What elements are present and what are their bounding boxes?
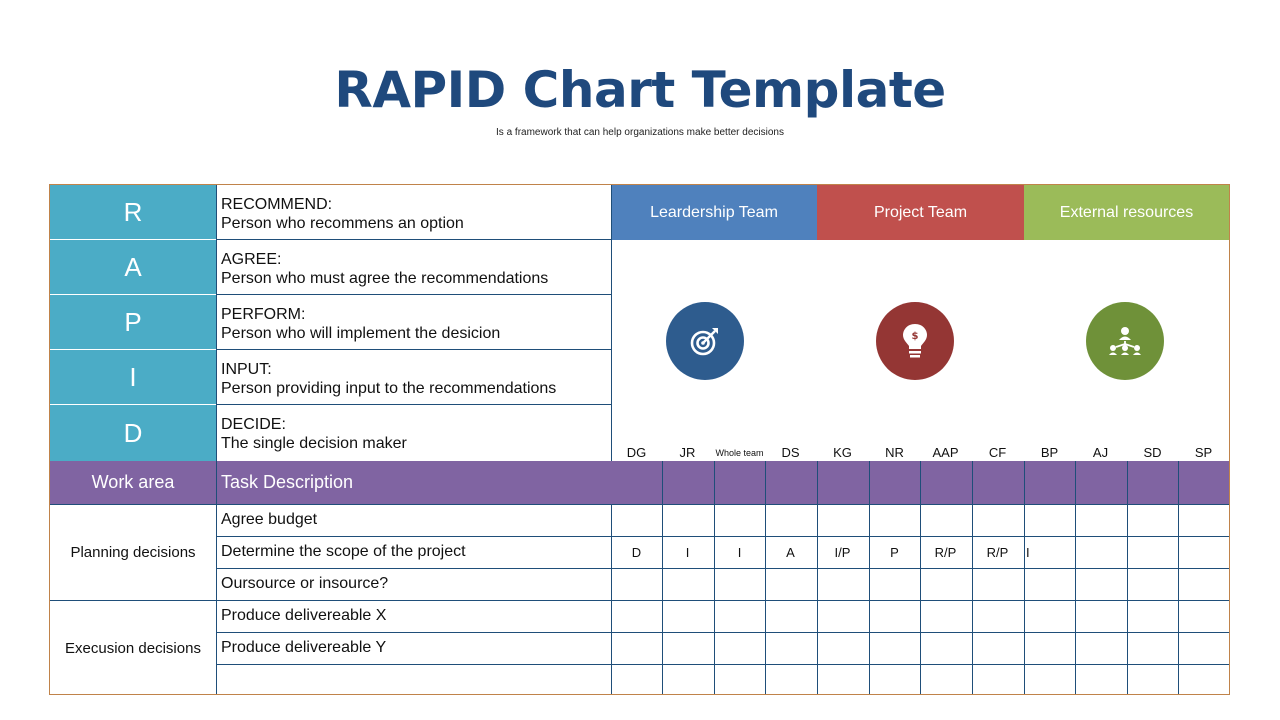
- team-header-external: External resources: [1024, 185, 1229, 240]
- rapid-desc-input: [216, 350, 611, 405]
- work-area-planning: Planning decisions: [70, 544, 196, 561]
- team-header-project: Project Team: [817, 185, 1024, 240]
- rapid-role: INPUT:: [221, 361, 272, 378]
- divider: [920, 461, 921, 695]
- work-area-execution: Execusion decisions: [65, 639, 201, 657]
- divider: [972, 461, 973, 695]
- page-title: RAPID Chart Template: [334, 61, 946, 119]
- rapid-description: Person who recommens an option: [221, 215, 464, 232]
- divider: [765, 461, 766, 695]
- divider: [869, 461, 870, 695]
- initials-label: SP: [1194, 445, 1213, 460]
- rapid-letter-i: I: [50, 350, 216, 405]
- rapid-letter-d: D: [50, 405, 216, 461]
- initials-label: DG: [626, 445, 647, 460]
- initials-label: BP: [1040, 445, 1059, 460]
- team-header-leadership: Leardership Team: [611, 185, 817, 240]
- work-area-header: Work area: [50, 461, 216, 504]
- rapid-role: DECIDE:: [221, 416, 286, 433]
- rapid-value-cell: I/P: [834, 544, 851, 560]
- initials-label: AJ: [1092, 445, 1109, 460]
- rapid-desc-recommend: [216, 185, 611, 240]
- initials-label: NR: [885, 445, 904, 460]
- target-icon: [666, 302, 744, 380]
- rapid-value-cell: R/P: [986, 544, 1009, 560]
- rapid-desc-perform: [216, 295, 611, 350]
- task-name: Agree budget: [221, 511, 318, 528]
- svg-text:$: $: [911, 331, 919, 342]
- divider: [1127, 461, 1128, 695]
- rapid-desc-agree: [216, 240, 611, 295]
- divider: [1178, 461, 1179, 695]
- divider: [50, 600, 1229, 601]
- rapid-value-cell: I: [685, 544, 690, 560]
- rapid-letter-a: A: [50, 240, 216, 295]
- initials-label: DS: [781, 445, 800, 460]
- divider: [216, 568, 1229, 569]
- rapid-description: Person who must agree the recommendations: [221, 270, 549, 287]
- initials-label: AAP: [932, 445, 959, 460]
- rapid-value-cell: D: [631, 544, 642, 560]
- task-name: Produce delivereable X: [221, 607, 387, 624]
- divider: [611, 185, 612, 461]
- initials-label: SD: [1143, 445, 1162, 460]
- page-subtitle: Is a framework that can help organizations make better decisions: [496, 127, 784, 138]
- divider: [817, 461, 818, 695]
- rapid-role: RECOMMEND:: [221, 196, 333, 213]
- lightbulb-icon: [876, 302, 954, 380]
- rapid-role: PERFORM:: [221, 306, 306, 323]
- initials-label: KG: [833, 445, 852, 460]
- divider: [216, 536, 1229, 537]
- rapid-desc-decide: [216, 405, 611, 461]
- rapid-description: The single decision maker: [221, 435, 407, 452]
- divider: [714, 461, 715, 695]
- rapid-description: Person providing input to the recommendations: [221, 380, 557, 397]
- org-chart-icon: [1086, 302, 1164, 380]
- task-name: Determine the scope of the project: [221, 543, 466, 560]
- rapid-letter-r: R: [50, 185, 216, 240]
- initials-label: JR: [679, 445, 696, 460]
- divider: [1075, 461, 1076, 695]
- divider: [216, 185, 217, 695]
- rapid-value-cell: A: [786, 544, 795, 560]
- task-name: Oursource or insource?: [221, 575, 389, 592]
- divider: [662, 461, 663, 695]
- initials-label: CF: [988, 445, 1007, 460]
- divider: [216, 632, 1229, 633]
- divider: [50, 504, 1229, 505]
- rapid-value-cell: R/P: [934, 544, 957, 560]
- rapid-value-cell: I: [1026, 544, 1030, 560]
- divider: [1024, 461, 1025, 695]
- rapid-value-cell: I: [737, 544, 742, 560]
- rapid-description: Person who will implement the desicion: [221, 325, 501, 342]
- task-description-header: Task Description: [216, 461, 611, 504]
- rapid-value-cell: P: [890, 544, 899, 560]
- rapid-letter-p: P: [50, 295, 216, 350]
- task-name: Produce delivereable Y: [221, 639, 387, 656]
- initials-label: Whole team: [715, 448, 764, 458]
- divider: [216, 664, 1229, 665]
- rapid-role: AGREE:: [221, 251, 282, 268]
